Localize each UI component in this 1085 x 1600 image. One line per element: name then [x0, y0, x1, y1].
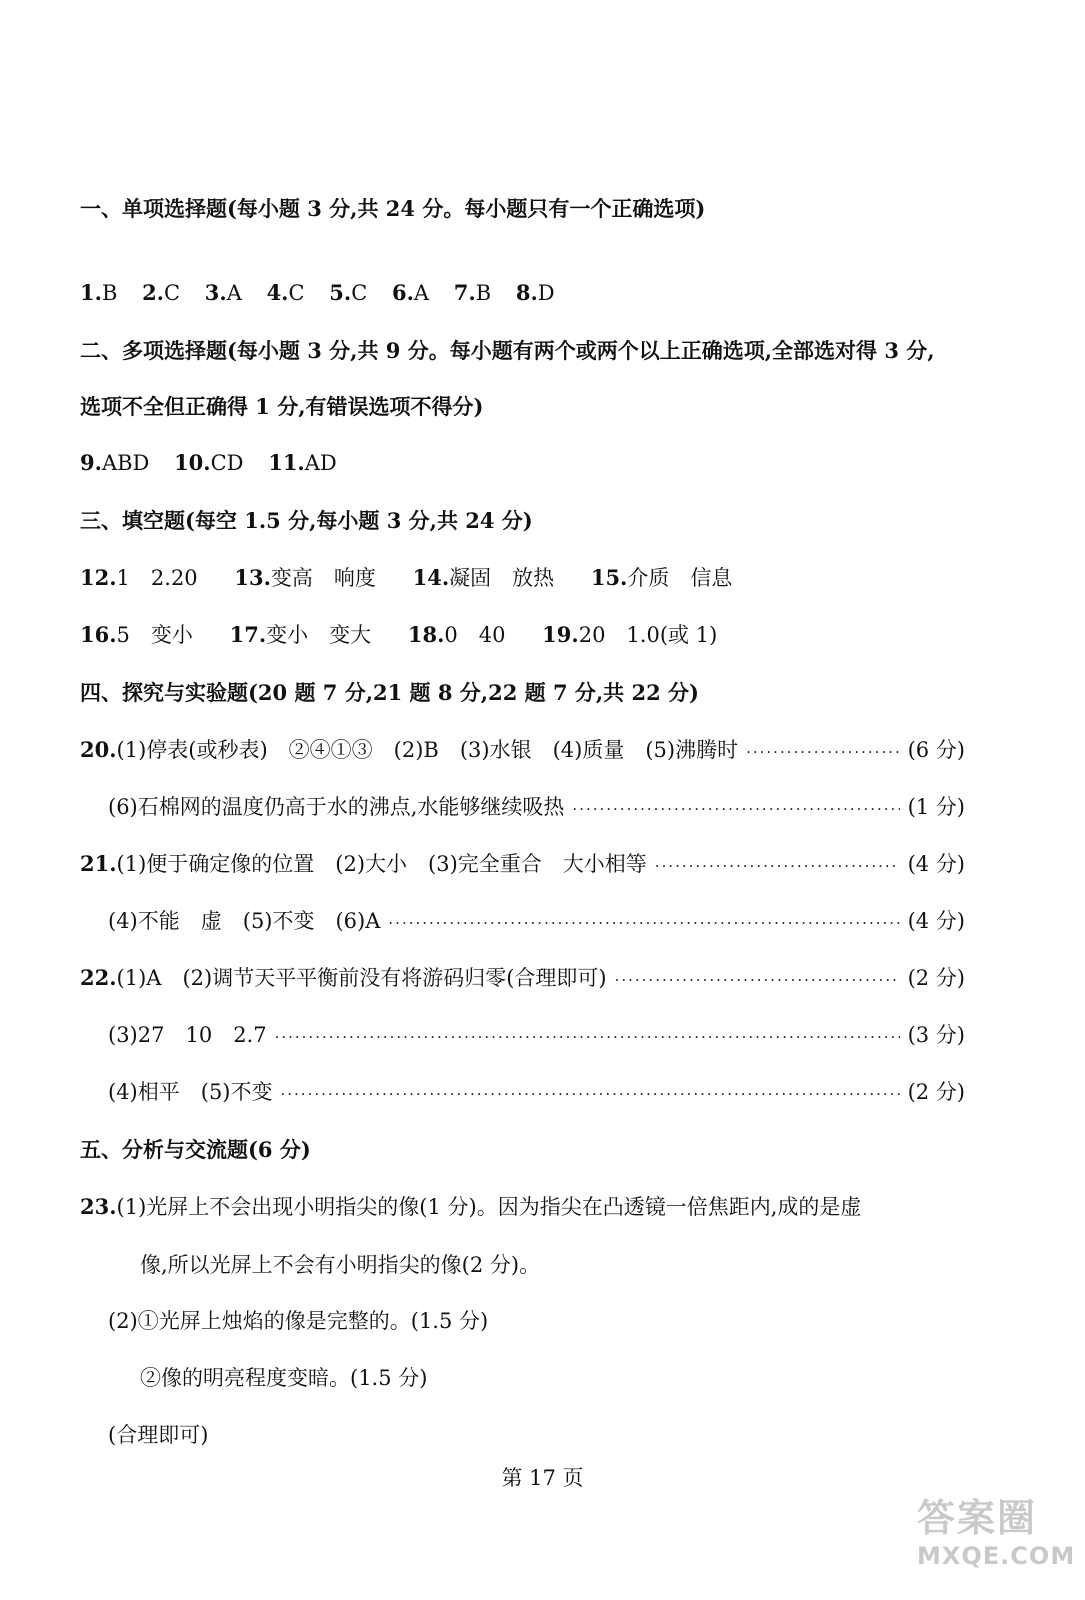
- answer-value: B: [101, 281, 118, 305]
- section-3-heading: 三、填空题(每空 1.5 分,每小题 3 分,共 24 分): [80, 508, 533, 533]
- q22-line1: [80, 965, 965, 993]
- watermark-domain: MXQE.COM: [917, 1542, 1076, 1570]
- answer-number: 14.: [412, 565, 450, 590]
- score: (2 分): [907, 966, 965, 990]
- watermark: [917, 1494, 1076, 1590]
- section-1-heading: 一、单项选择题(每小题 3 分,共 24 分。每小题只有一个正确选项): [80, 196, 706, 221]
- leader-dots: [275, 1024, 900, 1050]
- score: (4 分): [907, 852, 965, 876]
- answer-value: 凝固 放热: [449, 566, 555, 590]
- q20-line2: [108, 794, 965, 822]
- answer-value: 1 2.20: [116, 566, 198, 590]
- score: (3 分): [907, 1023, 965, 1047]
- q23-line5: (合理即可): [108, 1423, 209, 1447]
- answer-value: 变高 响度: [270, 566, 376, 590]
- answer-text: (6)石棉网的温度仍高于水的沸点,水能够继续吸热: [108, 795, 565, 819]
- answer-text: (1)便于确定像的位置 (2)大小 (3)完全重合 大小相等: [116, 852, 647, 876]
- answer-number: 3.: [204, 280, 227, 305]
- answer-text: (1)A (2)调节天平平衡前没有将游码归零(合理即可): [116, 966, 607, 990]
- answer-number: 17.: [229, 622, 267, 647]
- answer-number: 2.: [142, 280, 164, 305]
- answer-text: (4)相平 (5)不变: [108, 1080, 273, 1104]
- section-4-heading: 四、探究与实验题(20 题 7 分,21 题 8 分,22 题 7 分,共 22 分): [80, 680, 699, 705]
- section-3-answers-row2: [80, 622, 717, 648]
- leader-dots: [281, 1081, 900, 1107]
- q21-line2: [108, 908, 965, 936]
- answer-number: 7.: [453, 280, 476, 305]
- answer-text: (1)光屏上不会出现小明指尖的像(1 分)。因为指尖在凸透镜一倍焦距内,成的是虚: [116, 1195, 862, 1219]
- q23-line4: ②像的明亮程度变暗。(1.5 分): [140, 1366, 428, 1390]
- question-number: 20.: [80, 737, 117, 762]
- answer-value: 0 40: [444, 623, 506, 647]
- answer-number: 4.: [266, 280, 289, 305]
- leader-dots: [655, 853, 900, 879]
- answer-number: 15.: [590, 565, 628, 590]
- q22-line3: [108, 1079, 965, 1107]
- answer-number: 6.: [391, 280, 414, 305]
- section-2-heading-line1: 二、多项选择题(每小题 3 分,共 9 分。每小题有两个或两个以上正确选项,全部选对得 3 分,: [80, 338, 935, 363]
- answer-value: C: [288, 281, 305, 305]
- answer-number: 19.: [542, 622, 579, 647]
- answer-value: D: [537, 281, 555, 305]
- q20-line1: [80, 737, 965, 765]
- leader-dots: [746, 739, 899, 765]
- answer-number: 5.: [329, 280, 352, 305]
- question-number: 23.: [80, 1194, 117, 1219]
- answer-text: (1)停表(或秒表) ②④①③ (2)B (3)水银 (4)质量 (5)沸腾时: [116, 738, 739, 762]
- answer-number: 8.: [515, 280, 538, 305]
- question-number: 22.: [80, 965, 117, 990]
- leader-dots: [572, 796, 899, 822]
- section-5-heading: 五、分析与交流题(6 分): [80, 1137, 311, 1162]
- q22-line2: [108, 1022, 965, 1050]
- answer-text: (4)不能 虚 (5)不变 (6)A: [108, 909, 381, 933]
- leader-dots: [388, 910, 899, 936]
- answer-value: 变小 变大: [266, 623, 372, 647]
- answer-value: A: [226, 281, 242, 305]
- answer-number: 9.: [80, 450, 102, 475]
- score: (4 分): [907, 909, 965, 933]
- answer-text: (3)27 10 2.7: [108, 1023, 267, 1047]
- answer-value: 介质 信息: [627, 566, 733, 590]
- section-1-answers: [80, 280, 555, 306]
- page-number: 第 17 页: [501, 1466, 584, 1490]
- q23-line3: (2)①光屏上烛焰的像是完整的。(1.5 分): [108, 1309, 489, 1333]
- answer-number: 18.: [407, 622, 445, 647]
- answer-number: 13.: [234, 565, 271, 590]
- answer-value: 5 变小: [116, 623, 193, 647]
- answer-value: ABD: [101, 451, 150, 475]
- score: (2 分): [907, 1080, 965, 1104]
- section-2-answers: [80, 450, 337, 476]
- answer-value: CD: [210, 451, 244, 475]
- section-3-answers-row1: [80, 565, 732, 591]
- answer-number: 10.: [174, 450, 211, 475]
- score: (1 分): [907, 795, 965, 819]
- score: (6 分): [907, 738, 965, 762]
- answer-value: 20 1.0(或 1): [578, 623, 718, 647]
- answer-value: A: [413, 281, 430, 305]
- answer-value: C: [351, 281, 368, 305]
- answer-value: B: [475, 281, 492, 305]
- question-number: 21.: [80, 851, 117, 876]
- answer-number: 11.: [268, 450, 305, 475]
- answer-number: 1.: [80, 280, 102, 305]
- answer-number: 12.: [80, 565, 117, 590]
- answer-value: AD: [304, 451, 337, 475]
- watermark-logo: 答案圈: [917, 1496, 1038, 1540]
- leader-dots: [615, 967, 900, 993]
- q21-line1: [80, 851, 965, 879]
- answer-value: C: [164, 281, 181, 305]
- q23-line2: 像,所以光屏上不会有小明指尖的像(2 分)。: [140, 1253, 541, 1277]
- section-2-heading-line2: 选项不全但正确得 1 分,有错误选项不得分): [80, 394, 484, 419]
- answer-number: 16.: [80, 622, 117, 647]
- q23-line1: [80, 1194, 861, 1220]
